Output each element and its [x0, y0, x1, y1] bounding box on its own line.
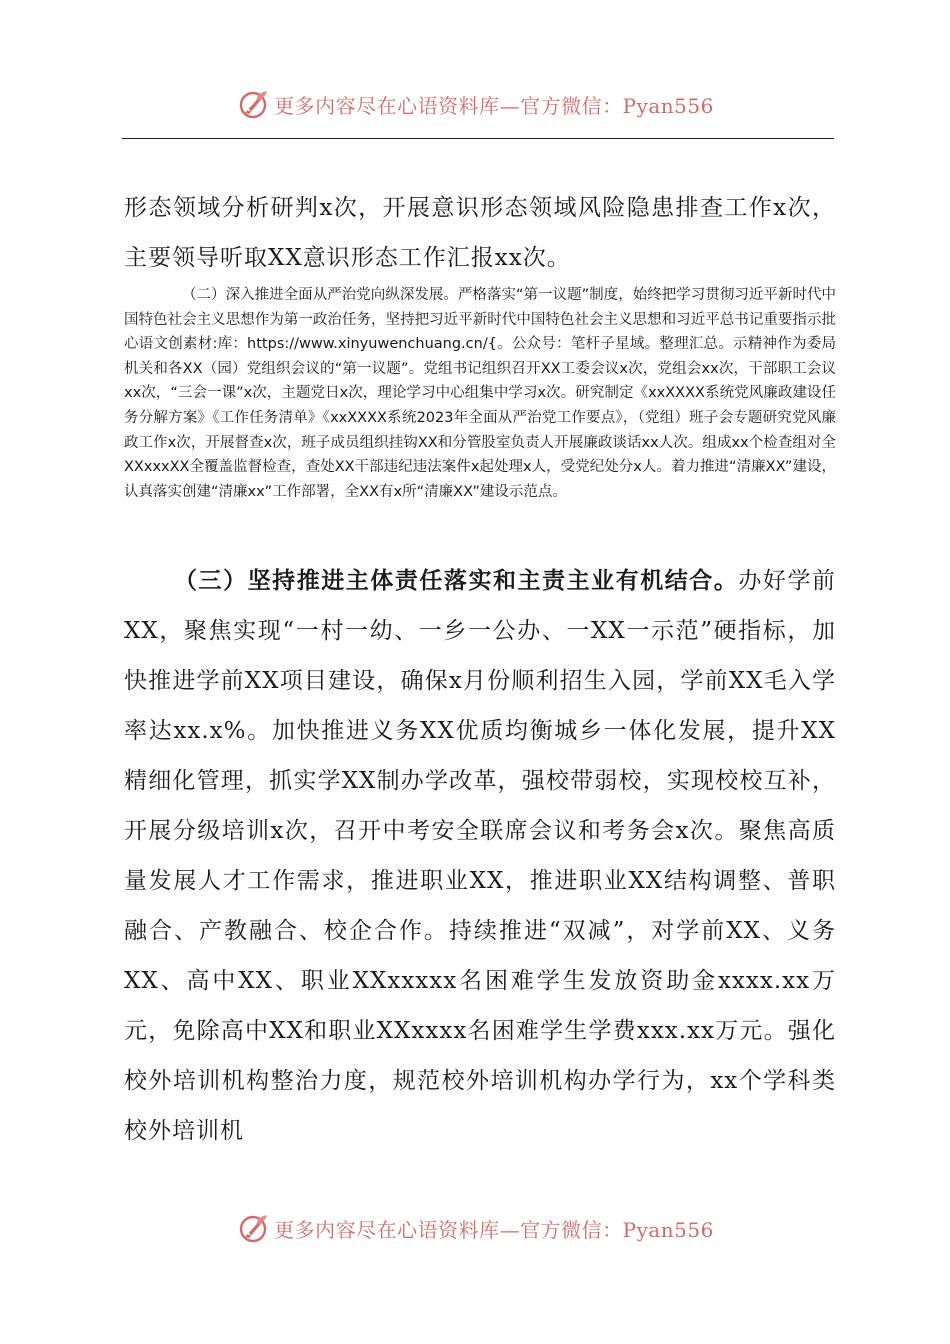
section-three-heading: （三）坚持推进主体责任落实和主责主业有机结合。: [174, 567, 739, 594]
quill-pen-circle-logo-icon: [236, 87, 270, 121]
paragraph-section-three: [124, 556, 836, 1156]
paragraph-section-two: （二）深入推进全面从严治党向纵深发展。严格落实“第一议题”制度，始终把学习贯彻习近平新时代中国特色社会主义思想作为第一政治任务，坚持把习近平新时代中国特色社会主义思想和习近平总书记重要指示批心语文创素材:库：https://www.xinyuwenchuang.cn/{。公众号：笔杆子星域。整理汇总。示精神作为委局机关和各XX（园）党组织会议的“第一议题”。党组书记组织召开XX工委会议x次，党组会xx次，干部职工会议xx次，“三会一课”x次，主题党日x次，理论学习中心组集中学习x次。研究制定《xxXXXX系统党风廉政建设任务分解方案》《工作任务清单》《xxXXXX系统2023年全面从严治党工作要点》，（党组）班子会专题研究党风廉政工作x次，开展督查x次，班子成员组织挂钩XX和分管股室负责人开展廉政谈话xx人次。组成xx个检查组对全XXxxxXX全覆盖监督检查，查处XX干部违纪违法案件x起处理x人，受党纪处分x人。着力推进“清廉XX”建设，认真落实创建“清廉xx”工作部署，全XX有x所“清廉XX”建设示范点。: [124, 287, 836, 500]
paragraph-ideology-continued: 形态领域分析研判x次，开展意识形态领域风险隐患排查工作x次，主要领导听取XX意识形态工作汇报xx次。: [124, 195, 836, 271]
footer-watermark: [0, 1208, 950, 1248]
section-three-body: 办好学前XX，聚焦实现“一村一幼、一乡一公办、一XX一示范”硬指标，加快推进学前XX项目建设，确保x月份顺利招生入园，学前XX毛入学率达xx.x%。加快推进义务XX优质均衡城乡一体化发展，提升XX精细化管理，抓实学XX制办学改革，强校带弱校，实现校校互补，开展分级培训x次，召开中考安全联席会议和考务会x次。聚焦高质量发展人才工作需求，推进职业XX，推进职业XX结构调整、普职融合、产教融合、校企合作。持续推进“双减”，对学前XX、义务XX、高中XX、职业XXxxxxx名困难学生发放资助金xxxx.xx万元，免除高中XX和职业XXxxxx名困难学生学费xxx.xx万元。强化校外培训机构整治力度，规范校外培训机构办学行为，xx个学科类校外培训机: [124, 568, 837, 1144]
watermark-text: 更多内容尽在心语资料库—官方微信：Pyan556: [274, 1217, 714, 1242]
header-divider: [122, 138, 834, 139]
quill-pen-circle-logo-icon: [236, 1211, 270, 1245]
watermark-text: 更多内容尽在心语资料库—官方微信：Pyan556: [274, 93, 714, 118]
header-watermark: [0, 84, 950, 124]
